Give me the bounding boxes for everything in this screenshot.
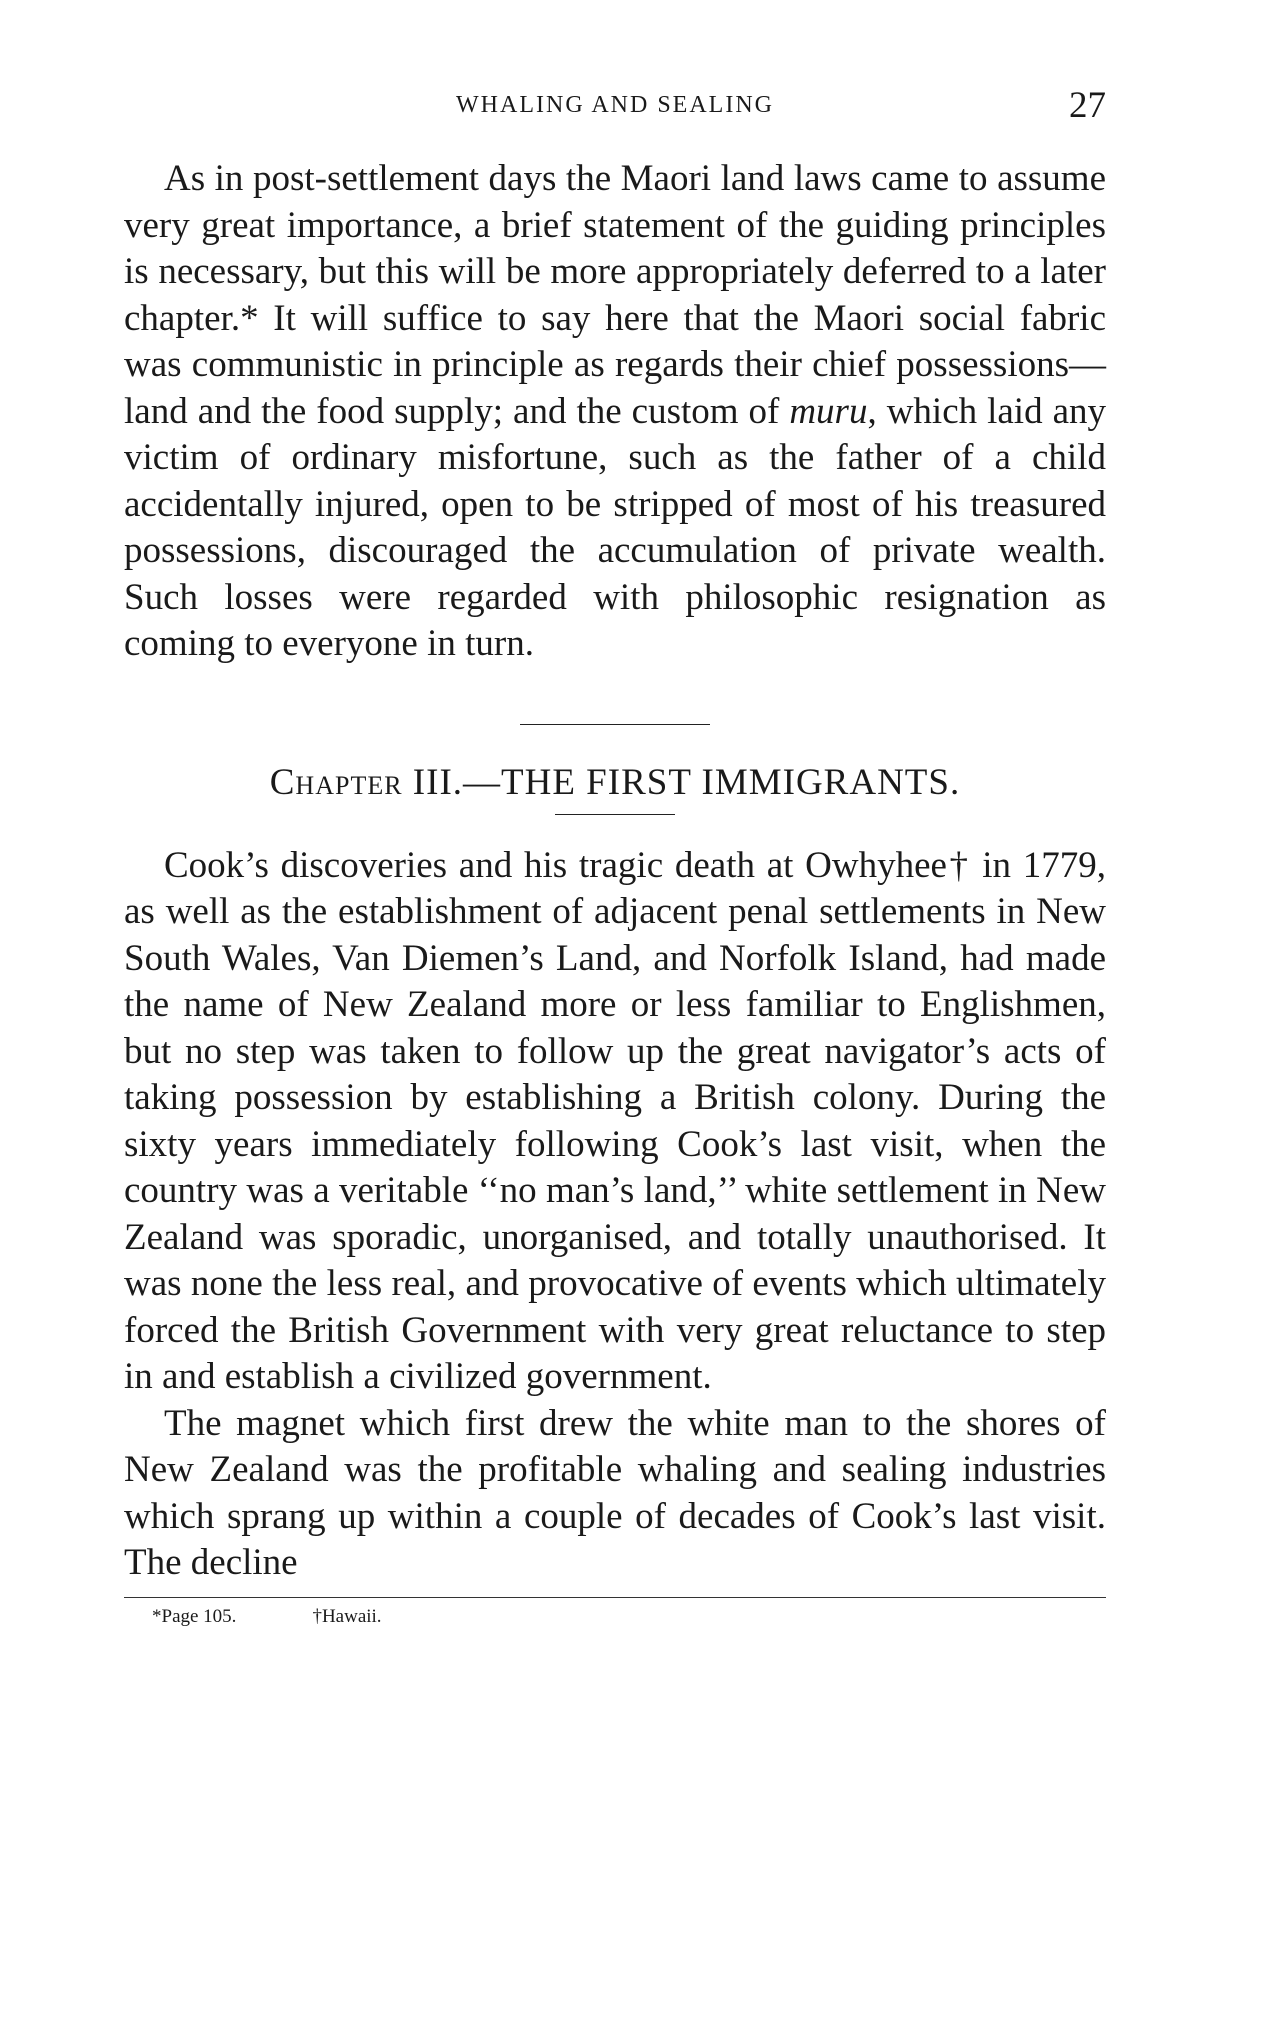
paragraph-text: , which laid any victim of ordinary misfortune, such as the father of a child accidentally injured, open to be stripped of most of his treasured possessions, discouraged the accumulation of private wealth. Such losses were regarded with philosophic resignation as coming to everyone in turn. — [124, 390, 1106, 664]
section-divider-bottom — [555, 814, 675, 815]
page-number: 27 — [1069, 85, 1106, 126]
chapter-heading — [124, 761, 1106, 804]
paragraph-maori-land-laws — [124, 156, 1106, 668]
footnote-divider — [124, 1597, 1106, 1598]
italic-term-muru: muru — [789, 390, 868, 432]
running-header — [124, 86, 1106, 136]
chapter-label: Chapter — [269, 761, 403, 803]
book-page — [124, 86, 1106, 1628]
chapter-title: III.—THE FIRST IMMIGRANTS. — [402, 761, 961, 803]
paragraph-cooks-discoveries: Cook’s discoveries and his tragic death at Owhyhee† in 1779, as well as the establishment of adjacent penal settlements in New South Wales, Van Diemen’s Land, and Norfolk Island, had made the name of New Zealand more or less familiar to Englishmen, but no step was taken to follow up the great navigator’s acts of taking possession by establishing a British colony. During the sixty years immediately following Cook’s last visit, when the country was a veritable ‘‘no man’s land,’’ white settlement in New Zealand was sporadic, unorganised, and totally unauthorised. It was none the less real, and provocative of events which ultimately forced the British Government with very great reluctance to step in and establish a civilized government. — [124, 844, 1106, 1397]
footnote-hawaii: †Hawaii. — [312, 1605, 382, 1627]
section-divider-top — [520, 724, 710, 725]
running-title: WHALING AND SEALING — [456, 92, 774, 118]
paragraph-text: As in post-settlement days the Maori land laws came to assume very great importance, a brief statement of the guiding principles is necessary, but this will be more appropriately deferred to a later chapter.* It will suffice to say here that the Maori social fabric was communistic in principle as regards their chief possessions—land and the food supply; and the custom of — [124, 158, 1106, 432]
footnotes — [124, 1606, 1106, 1628]
paragraph-whaling-magnet: The magnet which first drew the white man to the shores of New Zealand was the profitable whaling and sealing industries which sprang up within a couple of decades of Cook’s last visit. The decline — [124, 1402, 1106, 1583]
footnote-page-reference: *Page 105. — [152, 1605, 237, 1627]
